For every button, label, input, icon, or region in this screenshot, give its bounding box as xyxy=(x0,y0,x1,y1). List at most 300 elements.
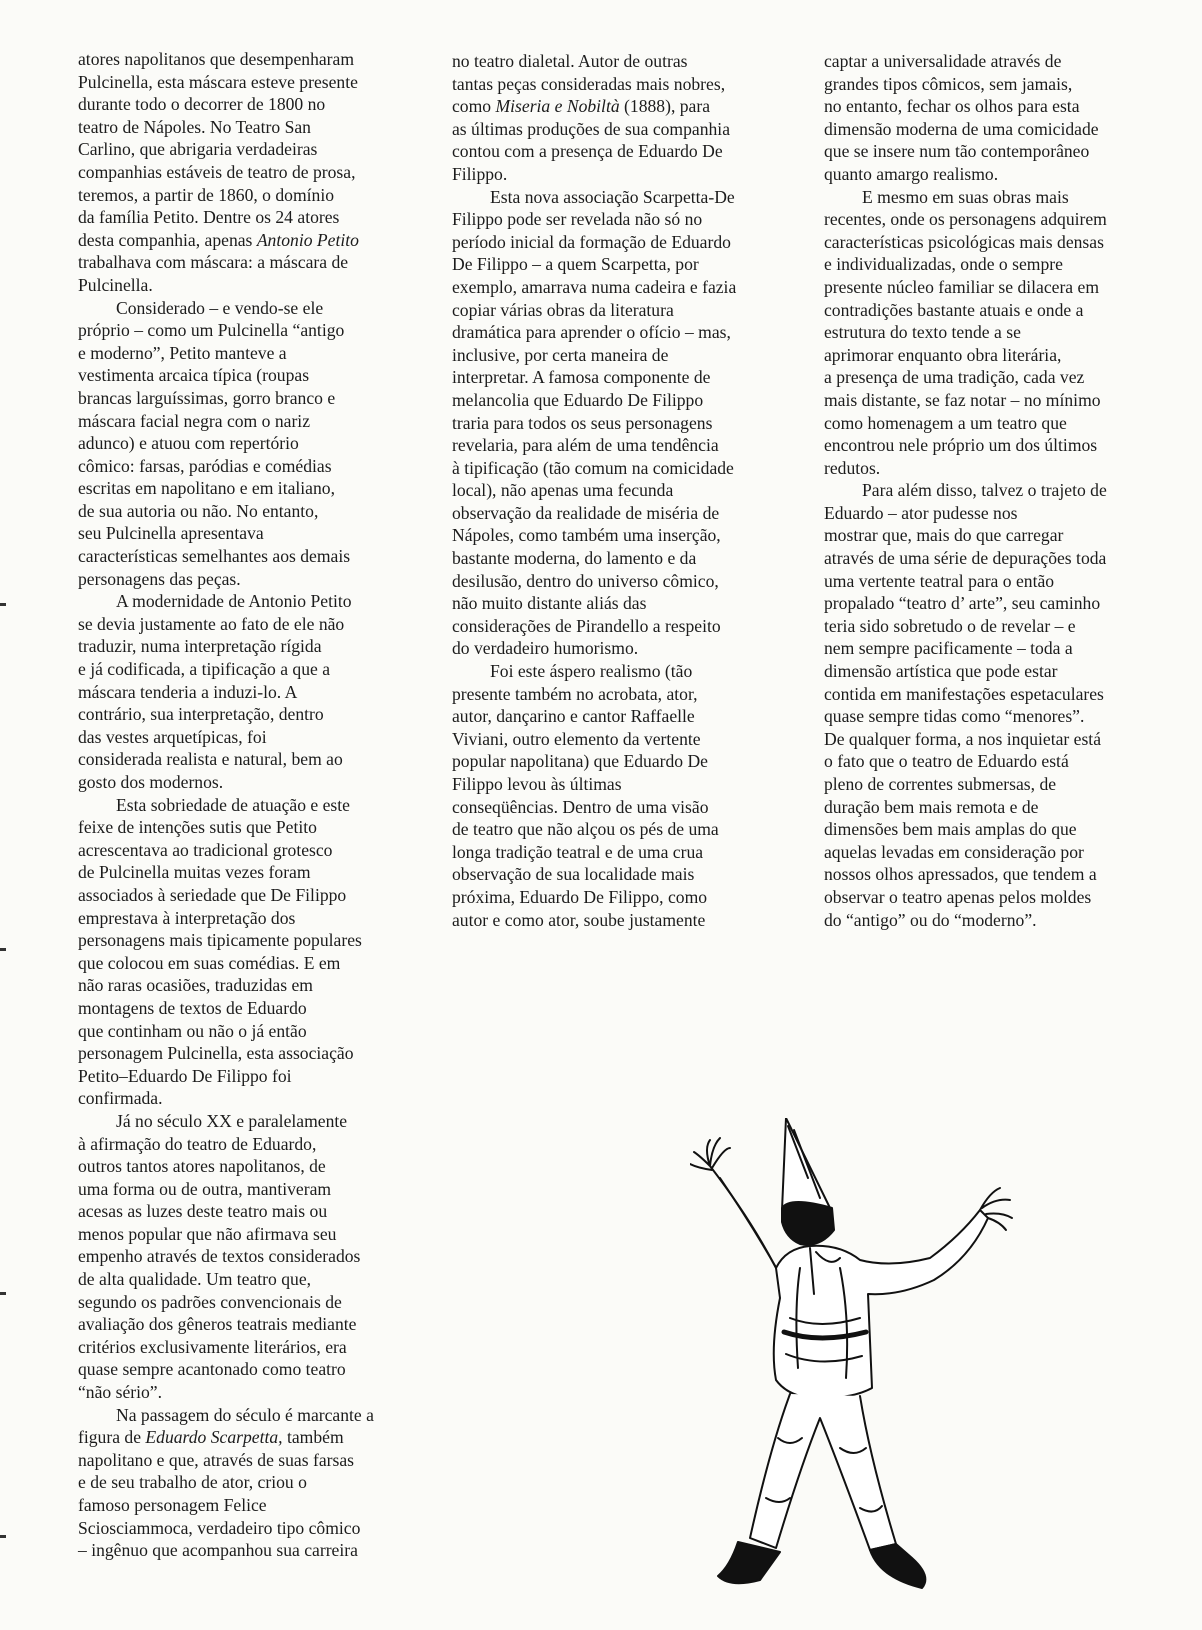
text-line xyxy=(452,118,792,141)
text-line xyxy=(78,1313,418,1336)
text-line xyxy=(824,253,1164,276)
text-line xyxy=(78,1042,418,1065)
text-run: gosto dos modernos. xyxy=(78,772,224,792)
text-line xyxy=(824,728,1164,751)
text-run: contradições bastante atuais e onde a xyxy=(824,299,1084,320)
text-line xyxy=(452,73,792,96)
text-line xyxy=(824,434,1164,457)
text-line xyxy=(78,500,418,523)
text-run: Pulcinella, esta máscara esteve presente xyxy=(78,71,358,92)
text-run: Eduardo – ator pudesse nos xyxy=(824,502,1018,523)
text-line xyxy=(78,1404,418,1427)
text-run: pleno de correntes submersas, de xyxy=(824,774,1057,794)
text-run: captar a universalidade através de xyxy=(824,51,1062,71)
text-line xyxy=(78,1517,418,1540)
text-line xyxy=(452,705,792,728)
text-run: – ingênuo que acompanhou sua carreira xyxy=(78,1540,358,1561)
text-run: considerada realista e natural, bem ao xyxy=(78,749,343,770)
text-line xyxy=(78,590,418,613)
text-line xyxy=(824,73,1164,96)
text-line xyxy=(452,412,792,435)
text-run: propalado “teatro d’ arte”, seu caminho xyxy=(824,593,1101,614)
text-run: como xyxy=(452,96,496,117)
text-run: longa tradição teatral e de uma crua xyxy=(452,841,704,862)
text-run: personagens das peças. xyxy=(78,568,241,589)
text-run: traduzir, numa interpretação rígida xyxy=(78,636,322,657)
text-line xyxy=(78,1291,418,1314)
text-run: período inicial da formação de Eduardo xyxy=(452,231,731,252)
text-line xyxy=(78,477,418,500)
text-line xyxy=(452,389,792,412)
text-run: que continham ou não o já então xyxy=(78,1020,307,1041)
text-run: como homenagem a um teatro que xyxy=(824,412,1067,433)
text-run: Foi este áspero realismo (tão xyxy=(490,661,693,682)
text-line xyxy=(452,299,792,322)
text-line xyxy=(78,635,418,658)
text-line xyxy=(78,1336,418,1359)
text-run: da família Petito. Dentre os 24 atores xyxy=(78,207,340,228)
text-run: trabalhava com máscara: a máscara de xyxy=(78,252,349,273)
text-run: copiar várias obras da literatura xyxy=(452,299,674,320)
text-line xyxy=(824,412,1164,435)
text-run: personagens mais tipicamente populares xyxy=(78,930,362,951)
text-line xyxy=(452,909,792,932)
text-line xyxy=(78,545,418,568)
text-line xyxy=(78,71,418,94)
text-run: se devia justamente ao fato de ele não xyxy=(78,613,345,634)
text-line xyxy=(78,952,418,975)
text-line xyxy=(452,863,792,886)
text-run: A modernidade de Antonio Petito xyxy=(116,591,352,612)
pulcinella-illustration xyxy=(690,1118,1020,1598)
text-line xyxy=(824,502,1164,525)
text-run: grandes tipos cômicos, sem jamais, xyxy=(824,73,1073,94)
text-run: acesas as luzes deste teatro mais ou xyxy=(78,1201,328,1222)
text-line xyxy=(452,479,792,502)
text-line xyxy=(78,1494,418,1517)
text-run: Viviani, outro elemento da vertente xyxy=(452,728,701,749)
text-run: dramática para aprender o ofício – mas, xyxy=(452,322,731,343)
text-line xyxy=(78,1020,418,1043)
text-run: nossos olhos apressados, que tendem a xyxy=(824,864,1097,885)
text-line xyxy=(824,479,1164,502)
text-run: escritas em napolitano e em italiano, xyxy=(78,478,335,499)
text-line xyxy=(824,615,1164,638)
text-run: observação de sua localidade mais xyxy=(452,864,695,885)
text-run: recentes, onde os personagens adquirem xyxy=(824,209,1107,230)
text-run: exemplo, amarrava numa cadeira e fazia xyxy=(452,276,737,297)
text-run: à afirmação do teatro de Eduardo, xyxy=(78,1133,317,1154)
text-run: e moderno”, Petito manteve a xyxy=(78,342,287,363)
text-line xyxy=(452,208,792,231)
text-line xyxy=(452,502,792,525)
text-line xyxy=(452,683,792,706)
text-line xyxy=(452,818,792,841)
text-line xyxy=(452,615,792,638)
text-line xyxy=(78,613,418,636)
text-run: o fato que o teatro de Eduardo está xyxy=(824,751,1069,772)
text-run: observação da realidade de miséria de xyxy=(452,502,720,523)
text-line xyxy=(824,705,1164,728)
text-run: contrário, sua interpretação, dentro xyxy=(78,704,324,725)
text-line xyxy=(824,863,1164,886)
text-run: Para além disso, talvez o trajeto de xyxy=(862,480,1107,501)
text-run: confirmada. xyxy=(78,1088,163,1109)
text-line xyxy=(824,389,1164,412)
text-run: do “antigo” ou do “moderno”. xyxy=(824,909,1037,930)
text-line xyxy=(78,997,418,1020)
text-line xyxy=(452,344,792,367)
text-run: à tipificação (tão comum na comicidade xyxy=(452,457,734,478)
text-line xyxy=(452,163,792,186)
text-run: a presença de uma tradição, cada vez xyxy=(824,367,1085,388)
text-run: características psicológicas mais densas xyxy=(824,231,1104,252)
text-run: que se insere num tão contemporâneo xyxy=(824,141,1090,162)
binder-hole-mark xyxy=(0,603,6,606)
text-run: redutos. xyxy=(824,457,881,478)
text-run: de alta qualidade. Um teatro que, xyxy=(78,1269,312,1290)
text-line xyxy=(78,364,418,387)
text-run: atores napolitanos que desempenharam xyxy=(78,49,355,69)
text-line xyxy=(824,276,1164,299)
text-run: máscara tenderia a induzi-lo. A xyxy=(78,681,298,702)
text-line xyxy=(452,140,792,163)
text-line xyxy=(78,568,418,591)
text-line xyxy=(824,208,1164,231)
text-run: Sciosciammoca, verdadeiro tipo cômico xyxy=(78,1517,361,1538)
text-line xyxy=(78,206,418,229)
text-run: emprestava à interpretação dos xyxy=(78,907,296,928)
text-run: de sua autoria ou não. No entanto, xyxy=(78,500,319,521)
text-line xyxy=(824,773,1164,796)
text-line xyxy=(824,909,1164,932)
text-line xyxy=(824,570,1164,593)
text-line xyxy=(78,297,418,320)
text-run: “não sério”. xyxy=(78,1382,163,1403)
text-run: das vestes arquetípicas, foi xyxy=(78,726,267,747)
text-run: interpretar. A famosa componente de xyxy=(452,367,711,388)
text-line xyxy=(78,1200,418,1223)
text-run: famoso personagem Felice xyxy=(78,1495,267,1515)
text-run: uma forma ou de outra, mantiveram xyxy=(78,1178,332,1199)
text-run: estrutura do texto tende a se xyxy=(824,322,1021,343)
text-run: e de seu trabalho de ator, criou o xyxy=(78,1472,307,1493)
text-line xyxy=(824,95,1164,118)
text-line xyxy=(78,48,418,71)
text-line xyxy=(78,703,418,726)
text-run: de teatro que não alçou os pés de uma xyxy=(452,819,719,840)
text-line xyxy=(78,1223,418,1246)
text-line xyxy=(78,1539,418,1562)
text-line xyxy=(824,50,1164,73)
text-line xyxy=(452,547,792,570)
text-run: autor e como ator, soube justamente xyxy=(452,909,706,930)
text-run: desilusão, dentro do universo cômico, xyxy=(452,570,719,591)
text-run: tantas peças consideradas mais nobres, xyxy=(452,73,726,94)
text-line xyxy=(78,681,418,704)
text-line xyxy=(78,1381,418,1404)
text-run: outros tantos atores napolitanos, de xyxy=(78,1156,326,1177)
text-line xyxy=(452,231,792,254)
text-line xyxy=(824,886,1164,909)
text-run: brancas larguíssimas, gorro branco e xyxy=(78,387,336,408)
text-line xyxy=(78,884,418,907)
text-line xyxy=(824,750,1164,773)
text-line xyxy=(78,1133,418,1156)
text-line xyxy=(824,547,1164,570)
text-line xyxy=(78,1245,418,1268)
text-run: do verdadeiro humorismo. xyxy=(452,638,639,659)
text-run: E mesmo em suas obras mais xyxy=(862,186,1069,207)
text-line xyxy=(78,319,418,342)
text-run: napolitano e que, através de suas farsas xyxy=(78,1449,355,1470)
text-run: figura de xyxy=(78,1427,146,1448)
text-run: contida em manifestações espetaculares xyxy=(824,683,1104,704)
text-line xyxy=(78,342,418,365)
text-run: desta companhia, apenas xyxy=(78,229,257,250)
text-run: Na passagem do século é marcante a xyxy=(116,1404,374,1425)
text-line xyxy=(452,186,792,209)
text-line xyxy=(824,683,1164,706)
text-run: acrescentava ao tradicional grotesco xyxy=(78,839,333,860)
text-run: no teatro dialetal. Autor de outras xyxy=(452,51,688,71)
text-run: Considerado – e vendo-se ele xyxy=(116,297,324,318)
text-run: Filippo levou às últimas xyxy=(452,774,622,794)
text-run: critérios exclusivamente literários, era xyxy=(78,1336,347,1357)
text-line xyxy=(452,886,792,909)
text-run: dimensões bem mais amplas do que xyxy=(824,819,1077,840)
text-run: bastante moderna, do lamento e da xyxy=(452,548,697,569)
text-run: encontrou nele próprio um dos últimos xyxy=(824,435,1098,456)
text-line xyxy=(452,728,792,751)
text-run: próprio – como um Pulcinella “antigo xyxy=(78,320,345,341)
text-line xyxy=(78,929,418,952)
text-line xyxy=(452,95,792,118)
text-run: Pulcinella. xyxy=(78,274,153,295)
text-run: presente também no acrobata, ator, xyxy=(452,683,698,704)
text-line xyxy=(452,366,792,389)
text-run: aprimorar enquanto obra literária, xyxy=(824,344,1062,365)
text-line xyxy=(78,522,418,545)
text-line xyxy=(78,726,418,749)
binder-hole-mark xyxy=(0,1535,6,1538)
text-line xyxy=(452,50,792,73)
text-line xyxy=(78,1065,418,1088)
text-line xyxy=(78,138,418,161)
text-line xyxy=(452,750,792,773)
text-line xyxy=(78,229,418,252)
text-line xyxy=(824,660,1164,683)
text-run: nem sempre pacificamente – toda a xyxy=(824,638,1073,659)
text-column-3 xyxy=(824,50,1164,931)
text-line xyxy=(78,184,418,207)
text-run: que colocou em suas comédias. E em xyxy=(78,952,341,973)
text-line xyxy=(452,524,792,547)
text-run: próxima, Eduardo De Filippo, como xyxy=(452,886,708,907)
text-line xyxy=(78,1426,418,1449)
text-run: adunco) e atuou com repertório xyxy=(78,433,299,454)
text-line xyxy=(824,299,1164,322)
italic-title: Miseria e Nobiltà xyxy=(495,96,620,117)
text-run: vestimenta arcaica típica (roupas xyxy=(78,365,310,386)
text-line xyxy=(824,592,1164,615)
italic-title: Eduardo Scarpetta, xyxy=(145,1427,283,1448)
text-line xyxy=(78,387,418,410)
text-run: Filippo pode ser revelada não só no xyxy=(452,209,703,230)
text-line xyxy=(824,118,1164,141)
binder-hole-mark xyxy=(0,1292,6,1295)
text-run: Esta nova associação Scarpetta-De xyxy=(490,186,735,207)
text-line xyxy=(452,253,792,276)
text-column-1 xyxy=(78,48,418,1562)
text-run: observar o teatro apenas pelos moldes xyxy=(824,886,1092,907)
text-line xyxy=(78,1358,418,1381)
text-run: Petito–Eduardo De Filippo foi xyxy=(78,1065,292,1086)
text-line xyxy=(452,276,792,299)
text-run: uma vertente teatral para o então xyxy=(824,570,1055,591)
text-run: as últimas produções de sua companhia xyxy=(452,118,731,139)
text-run: (1888), para xyxy=(619,96,711,117)
text-line xyxy=(78,816,418,839)
text-run: seu Pulcinella apresentava xyxy=(78,523,264,544)
text-line xyxy=(824,366,1164,389)
text-run: também xyxy=(282,1427,344,1448)
text-run: mais distante, se faz notar – no mínimo xyxy=(824,389,1101,410)
text-run: dimensão artística que pode estar xyxy=(824,661,1058,682)
text-run: Filippo. xyxy=(452,163,508,184)
text-run: teatro de Nápoles. No Teatro San xyxy=(78,116,311,137)
text-run: personagem Pulcinella, esta associação xyxy=(78,1043,354,1064)
text-run: companhias estáveis de teatro de prosa, xyxy=(78,161,356,182)
text-line xyxy=(824,231,1164,254)
text-line xyxy=(78,410,418,433)
text-run: máscara facial negra com o nariz xyxy=(78,410,311,431)
text-line xyxy=(824,186,1164,209)
binder-hole-mark xyxy=(0,948,6,951)
text-line xyxy=(452,321,792,344)
text-run: durante todo o decorrer de 1800 no xyxy=(78,94,326,115)
text-run: presente núcleo familiar se dilacera em xyxy=(824,276,1100,297)
text-line xyxy=(78,1110,418,1133)
text-run: conseqüências. Dentro de uma visão xyxy=(452,796,709,817)
text-run: teremos, a partir de 1860, o domínio xyxy=(78,184,335,205)
text-line xyxy=(78,839,418,862)
text-line xyxy=(78,1449,418,1472)
text-run: melancolia que Eduardo De Filippo xyxy=(452,389,704,410)
text-line xyxy=(452,637,792,660)
text-line xyxy=(452,773,792,796)
text-run: popular napolitana) que Eduardo De xyxy=(452,751,708,772)
text-run: no entanto, fechar os olhos para esta xyxy=(824,96,1080,117)
text-run: local), não apenas uma fecunda xyxy=(452,480,674,501)
text-run: feixe de intenções sutis que Petito xyxy=(78,817,317,838)
text-run: avaliação dos gêneros teatrais mediante xyxy=(78,1314,357,1335)
text-line xyxy=(452,660,792,683)
text-run: de Pulcinella muitas vezes foram xyxy=(78,862,311,883)
text-line xyxy=(78,274,418,297)
text-run: De qualquer forma, a nos inquietar está xyxy=(824,728,1101,749)
text-line xyxy=(78,1471,418,1494)
text-line xyxy=(452,434,792,457)
text-run: teria sido sobretudo o de revelar – e xyxy=(824,615,1076,636)
text-line xyxy=(78,974,418,997)
text-line xyxy=(452,457,792,480)
text-line xyxy=(78,1268,418,1291)
text-run: quase sempre tidas como “menores”. xyxy=(824,706,1085,727)
text-line xyxy=(78,1178,418,1201)
text-line xyxy=(78,432,418,455)
text-line xyxy=(824,637,1164,660)
text-line xyxy=(78,251,418,274)
text-line xyxy=(78,161,418,184)
text-run: De Filippo – a quem Scarpetta, por xyxy=(452,254,699,275)
text-run: montagens de textos de Eduardo xyxy=(78,997,307,1018)
text-run: inclusive, por certa maneira de xyxy=(452,344,669,365)
text-run: empenho através de textos considerados xyxy=(78,1246,361,1267)
text-run: não raras ocasiões, traduzidas em xyxy=(78,975,313,996)
text-column-2 xyxy=(452,50,792,931)
text-run: Nápoles, como também uma inserção, xyxy=(452,525,721,546)
text-run: autor, dançarino e cantor Raffaelle xyxy=(452,706,695,727)
text-line xyxy=(452,841,792,864)
text-run: dimensão moderna de uma comicidade xyxy=(824,118,1099,139)
text-run: Carlino, que abrigaria verdadeiras xyxy=(78,139,318,160)
text-line xyxy=(78,861,418,884)
text-line xyxy=(824,457,1164,480)
text-run: quanto amargo realismo. xyxy=(824,163,999,184)
text-line xyxy=(452,592,792,615)
italic-title: Antonio Petito xyxy=(256,229,359,250)
text-run: menos popular que não afirmava seu xyxy=(78,1223,337,1244)
text-line xyxy=(824,163,1164,186)
text-line xyxy=(452,796,792,819)
text-run: mostrar que, mais do que carregar xyxy=(824,525,1064,546)
text-run: considerações de Pirandello a respeito xyxy=(452,615,721,636)
text-line xyxy=(78,771,418,794)
text-run: características semelhantes aos demais xyxy=(78,546,351,567)
text-run: associados à seriedade que De Filippo xyxy=(78,884,347,905)
text-line xyxy=(78,116,418,139)
text-line xyxy=(452,570,792,593)
text-line xyxy=(824,321,1164,344)
text-line xyxy=(78,907,418,930)
text-line xyxy=(78,93,418,116)
text-line xyxy=(824,344,1164,367)
text-line xyxy=(78,455,418,478)
text-run: duração bem mais remota e de xyxy=(824,796,1039,817)
text-run: e individualizadas, onde o sempre xyxy=(824,254,1063,275)
text-line xyxy=(824,140,1164,163)
text-run: traria para todos os seus personagens xyxy=(452,412,713,433)
text-line xyxy=(78,794,418,817)
text-run: Esta sobriedade de atuação e este xyxy=(116,794,350,815)
text-line xyxy=(824,524,1164,547)
text-line xyxy=(824,818,1164,841)
text-run: contou com a presença de Eduardo De xyxy=(452,141,723,162)
text-line xyxy=(78,748,418,771)
text-run: não muito distante aliás das xyxy=(452,593,647,614)
text-run: cômico: farsas, paródias e comédias xyxy=(78,455,332,476)
text-run: quase sempre acantonado como teatro xyxy=(78,1359,346,1380)
text-run: revelaria, para além de uma tendência xyxy=(452,435,719,456)
text-line xyxy=(78,658,418,681)
text-run: através de uma série de depurações toda xyxy=(824,548,1107,569)
text-run: e já codificada, a tipificação a que a xyxy=(78,659,331,680)
text-line xyxy=(78,1087,418,1110)
text-run: aquelas levadas em consideração por xyxy=(824,841,1084,862)
text-line xyxy=(78,1155,418,1178)
text-line xyxy=(824,796,1164,819)
